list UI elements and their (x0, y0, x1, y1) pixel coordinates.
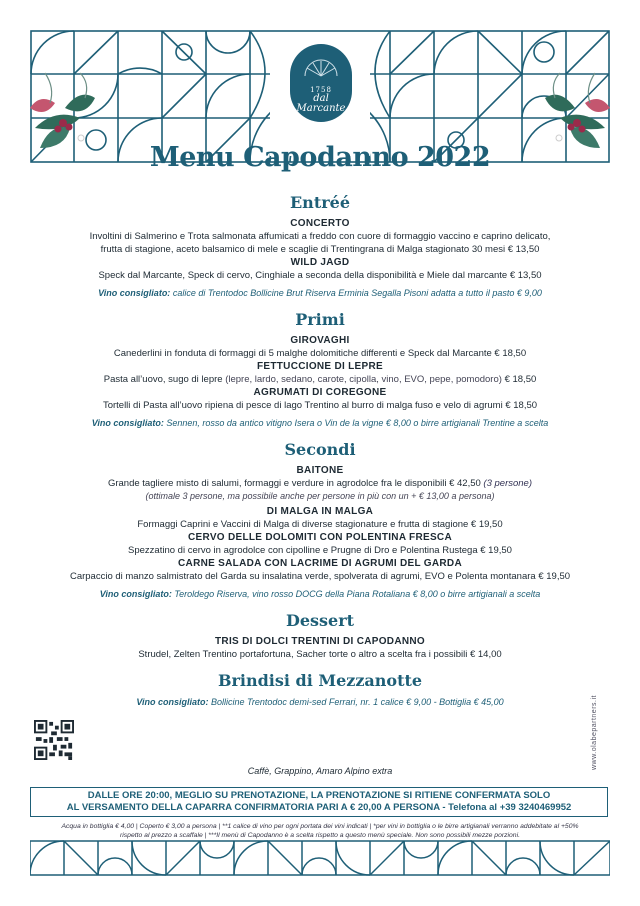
website-url: www.olabepartners.it (591, 695, 598, 770)
wine-text: calice di Trentodoc Bollicine Brut Riserva Erminia Segalla Pisoni adatta a tutto il pasto € 9,00 (172, 288, 542, 298)
wine-text: Sennen, rosso da antico vitigno Isera o Vin de la vigne € 8,00 o birre artigianali Trentine a scelta (166, 418, 549, 428)
dish-description (20, 477, 620, 490)
dish-price: € 18,50 (504, 374, 537, 385)
section-title-entree: Entréé (289, 193, 350, 212)
menu-title: Menu Capodanno 2022 (149, 142, 491, 173)
dish-name: FETTUCCIONE DI LEPRE (256, 361, 383, 372)
section-title-brindisi: Brindisi di Mezzanotte (217, 671, 423, 690)
section-title-primi: Primi (295, 310, 345, 329)
qr-code-icon[interactable] (34, 720, 74, 760)
dish-name: DI MALGA IN MALGA (266, 506, 374, 517)
wine-text: Teroldego Riserva, vino rosso DOCG della Piana Rotaliana € 8,00 o birre artigianali a scelta (174, 589, 541, 599)
dish-name: CONCERTO (290, 218, 350, 229)
logo-name-line1: dal (313, 93, 329, 104)
notice-line-1: DALLE ORE 20:00, MEGLIO SU PRENOTAZIONE, LA PRENOTAZIONE SI RITIENE CONFERMATA SOLO (87, 790, 551, 801)
dish-description-main: Pasta all’uovo, sugo di lepre (103, 374, 223, 385)
dish-description: Spezzatino di cervo in agrodolce con cipolline e Prugne di Dro e Polentina Rustega € 19,50 (128, 545, 512, 556)
dish-name: GIROVAGHI (290, 335, 350, 346)
dish-description: Formaggi Caprini e Vaccini di Malga di diverse stagionature e frutta di stagione € 19,50 (137, 519, 503, 530)
wine-label: Vino consigliato: (91, 418, 164, 428)
reservation-notice (30, 787, 608, 817)
bottom-pattern-border (30, 840, 610, 876)
dish-ingredients: (lepre, lardo, sedano, carote, cipolla, vino, EVO, pepe, pomodoro) (225, 374, 502, 385)
section-title-dessert: Dessert (285, 611, 355, 630)
dish-portion-note: (3 persone) (483, 478, 533, 489)
wine-label: Vino consigliato: (98, 288, 171, 298)
wine-text: Bollicine Trentodoc demi-sed Ferrari, nr. 1 calice € 9,00 - Bottiglia € 45,00 (211, 697, 504, 707)
extras-line: Caffè, Grappino, Amaro Alpino extra (247, 766, 393, 776)
dish-description-main: Grande tagliere misto di salumi, formaggi e verdure in agrodolce fra le disponibili € 42,50 (107, 478, 481, 489)
restaurant-logo (290, 44, 352, 122)
dish-description: Tortelli di Pasta all’uovo ripiena di pesce di lago Trentino al burro di malga fuso e velo di agrumi € 18,50 (102, 400, 538, 411)
dish-name: CERVO DELLE DOLOMITI CON POLENTINA FRESCA (188, 532, 452, 543)
notice-line-2: AL VERSAMENTO DELLA CAPARRA CONFIRMATORIA PARI A € 20,00 A PERSONA - Telefona al +39 3240469952 (66, 802, 572, 813)
fan-logo-icon (303, 58, 339, 82)
wine-suggestion (20, 588, 620, 601)
section-title-secondi: Secondi (284, 440, 356, 459)
wine-label: Vino consigliato: (99, 589, 172, 599)
dish-name: WILD JAGD (290, 257, 350, 268)
logo-name-line2: Marcante (296, 103, 346, 114)
wine-suggestion (20, 696, 620, 709)
dish-name: BAITONE (296, 465, 344, 476)
dish-description (20, 373, 620, 386)
dish-description: Speck dal Marcante, Speck di cervo, Cinghiale a seconda della disponibilità e Miele dal marcante € 13,50 (98, 270, 542, 281)
footnotes (30, 822, 610, 840)
footnote-line-2: rispetto al prezzo a scaffale | ***Il menù di Capodanno è a scelta rispetto a questo menù speciale. Non sono possibili mezze porzioni. (120, 832, 520, 839)
dish-description: frutta di stagione, aceto balsamico di mele e scaglie di Trentingrana di Malga stagionato 30 mesi € 13,50 (100, 244, 540, 255)
footnote-line-1: Acqua in bottiglia € 4,00 | Coperto € 3,00 a persona | **1 calice di vino per ogni portata dei vini indicati | *per vini in bottiglia o le birre artigianali verranno addebitate al +50% (61, 823, 579, 830)
dish-name: AGRUMATI DI COREGONE (253, 387, 387, 398)
dish-description: Carpaccio di manzo salmistrato del Garda su insalatina verde, spolverata di agrumi, EVO e Polenta montanara € 19,50 (69, 571, 571, 582)
dish-description: Involtini di Salmerino e Trota salmonata affumicati a freddo con cuore di formaggio vaccino e caprino delicato, (89, 231, 551, 242)
dish-description: Canederlini in fonduta di formaggi di 5 malghe dolomitiche differenti e Speck dal Marcante € 18,50 (113, 348, 527, 359)
menu-content (20, 193, 620, 709)
dish-name: TRIS DI DOLCI TRENTINI DI CAPODANNO (215, 636, 425, 647)
wine-label: Vino consigliato: (136, 697, 209, 707)
dish-name: CARNE SALADA CON LACRIME DI AGRUMI DEL GARDA (178, 558, 462, 569)
dish-extra-note: (ottimale 3 persone, ma possibile anche per persone in più con un + € 13,00 a persona) (145, 491, 495, 501)
dish-description: Strudel, Zelten Trentino portafortuna, Sacher torte o altro a scelta fra i possibili € 14,00 (138, 649, 502, 660)
wine-suggestion (20, 417, 620, 430)
logo-year: 1758 (310, 86, 332, 94)
wine-suggestion (20, 287, 620, 300)
